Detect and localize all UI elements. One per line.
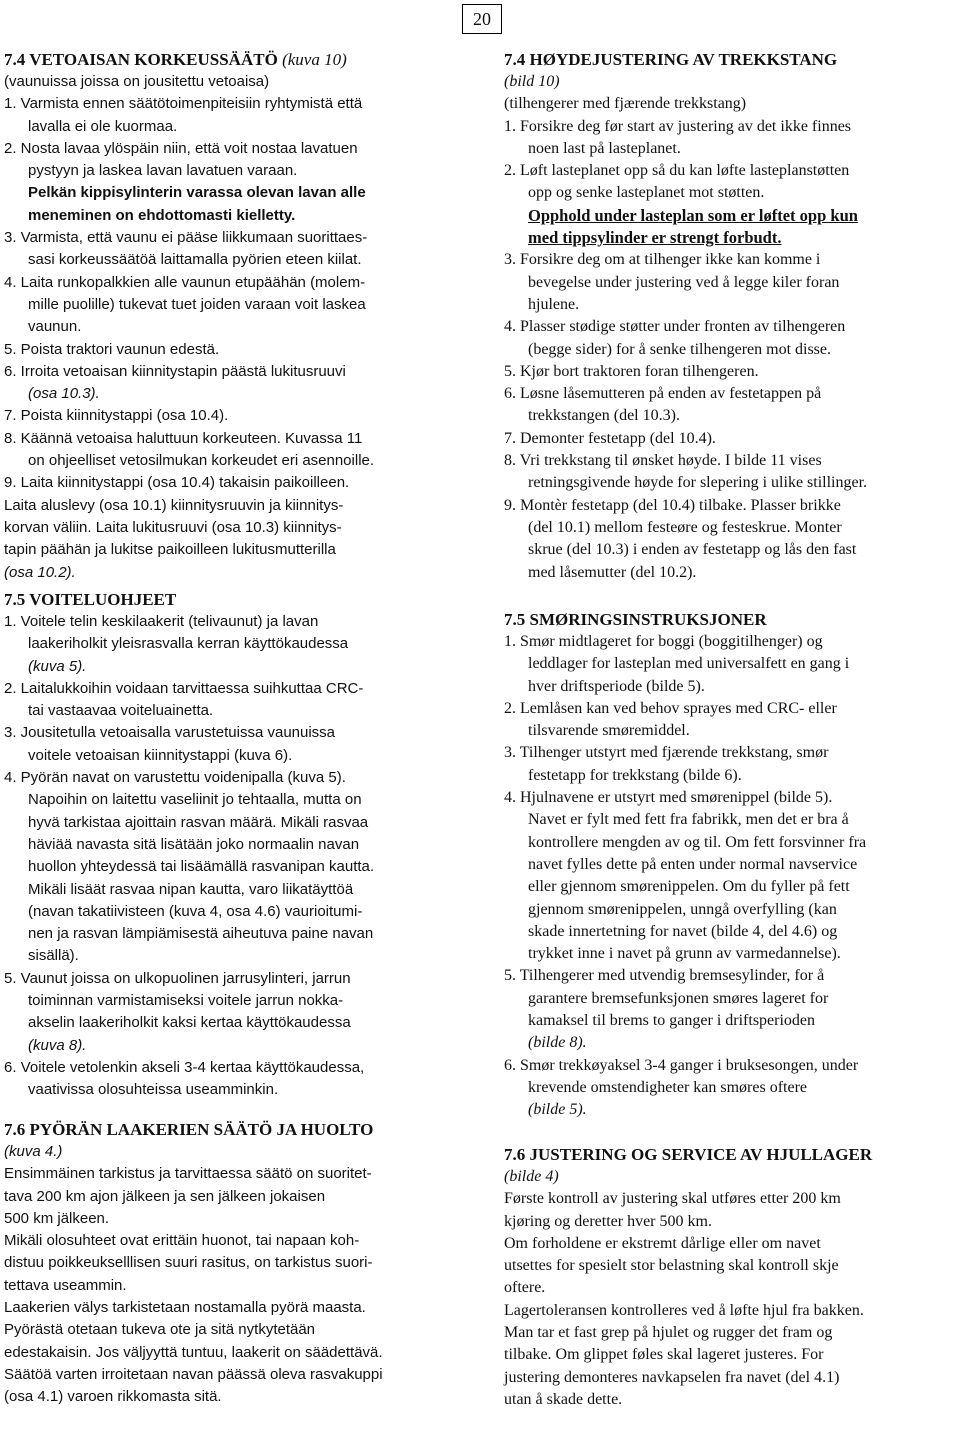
text-line: kamaksel til brems to ganger i driftsperioden [528, 1012, 816, 1030]
text-line: festetapp for trekkstang (bilde 6). [528, 766, 742, 784]
list-item: 9. Montèr festetapp (del 10.4) tilbake. Plasser brikke [504, 496, 841, 514]
text-line: med låsemutter (del 10.2). [528, 563, 697, 581]
section-heading: 7.6 JUSTERING OG SERVICE AV HJULLAGER [504, 1145, 873, 1164]
text-line: vaunun. [28, 318, 82, 336]
text-line: tilbake. Om glippet føles skal lageret justeres. For [504, 1346, 824, 1364]
text-line: sisällä). [28, 947, 79, 965]
warning-text: med tippsylinder er strengt forbudt. [528, 228, 782, 248]
list-item: 4. Hjulnavene er utstyrt med smørenippel (bilde 5). [504, 789, 833, 807]
norwegian-column [504, 49, 958, 1411]
section-heading: 7.4 HØYDEJUSTERING AV TREKKSTANG [504, 50, 838, 69]
text-line: skrue (del 10.3) i enden av festetapp og lås den fast [528, 541, 857, 559]
heading-ref: (kuva 10) [282, 50, 347, 69]
text-line: retningsgivende høyde for slepering i ulike stillinger. [528, 474, 868, 492]
section-heading: 7.5 SMØRINGSINSTRUKSJONER [504, 610, 767, 629]
text-line: (osa 10.3). [28, 385, 100, 403]
section-heading [4, 49, 464, 71]
text-line: utsettes for spesielt stor belastning skal kontroll skje [504, 1257, 839, 1275]
text-line: tai vastaavaa voiteluainetta. [28, 702, 214, 720]
list-item: 7. Demonter festetapp (del 10.4). [504, 429, 716, 447]
text-line: (del 10.1) mellom festeøre og festeskrue. Monter [528, 518, 842, 536]
section-heading: 7.6 PYÖRÄN LAAKERIEN SÄÄTÖ JA HUOLTO [4, 1120, 374, 1139]
list-item: 8. Käännä vetoaisa haluttuun korkeuteen. Kuvassa 11 [4, 429, 363, 447]
list-item: 6. Voitele vetolenkin akseli 3-4 kertaa käyttökaudessa, [4, 1058, 365, 1076]
text-line: Säätöä varten irroitetaan navan päässä oleva rasvakuppi [4, 1365, 383, 1383]
text-line: tava 200 km ajon jälkeen ja sen jälkeen jokaisen [4, 1187, 326, 1205]
list-item: 3. Varmista, että vaunu ei pääse liikkumaan suorittaes- [4, 229, 368, 247]
list-item: 7. Poista kiinnitystappi (osa 10.4). [4, 407, 229, 425]
list-item: 2. Løft lasteplanet opp så du kan løfte lasteplanstøtten [504, 162, 850, 180]
page-number: 20 [462, 4, 502, 34]
text-line: Navet er fylt med fett fra fabrikk, men det er bra å [528, 811, 849, 829]
text-line: Lagertoleransen kontrolleres ved å løfte hjul fra bakken. [504, 1301, 864, 1319]
text-line: Pyörästä otetaan tukeva ote ja sitä nytkytetään [4, 1321, 316, 1339]
list-item: 9. Laita kiinnitystappi (osa 10.4) takaisin paikoilleen. [4, 474, 350, 492]
text-line: (osa 4.1) varoen rikkomasta sitä. [4, 1388, 222, 1406]
text-line: voitele vetoaisan kiinnitystappi (kuva 6). [28, 746, 293, 764]
list-item: 5. Vaunut joissa on ulkopuolinen jarrusylinteri, jarrun [4, 969, 351, 987]
list-item: 2. Laitalukkoihin voidaan tarvittaessa suihkuttaa CRC- [4, 679, 364, 697]
heading-text: 7.4 VETOAISAN KORKEUSSÄÄTÖ [4, 50, 278, 69]
text-line: trekkstangen (del 10.3). [528, 407, 680, 425]
text-line: huollon yhteydessä tai lisäämällä rasvanipan kautta. [28, 858, 375, 876]
text-line: (kuva 8). [28, 1036, 87, 1054]
section-7-6-no [504, 1144, 958, 1411]
text-line: (bild 10) [504, 73, 560, 90]
section-heading: 7.5 VOITELUOHJEET [4, 590, 177, 609]
text-line: (kuva 5). [28, 657, 87, 675]
text-line: lavalla ei ole kuormaa. [28, 117, 178, 135]
text-line: tettava useammin. [4, 1276, 127, 1294]
text-line: garantere bremsefunksjonen smøres lageret for [528, 989, 829, 1007]
list-item: 4. Plasser stødige støtter under fronten av tilhengeren [504, 318, 846, 336]
text-line: (osa 10.2). [4, 563, 76, 581]
text-line: eller gjennom smørenippelen. Om du fyller på fett [528, 878, 850, 896]
text-line: kontrollere mengden av og til. Om fett forsvinner fra [528, 833, 867, 851]
text-line: Første kontroll av justering skal utføres etter 200 km [504, 1190, 841, 1208]
text-line: Ensimmäinen tarkistus ja tarvittaessa säätö on suoritet- [4, 1165, 372, 1183]
list-item: 4. Pyörän navat on varustettu voidenipalla (kuva 5). [4, 769, 346, 787]
text-line: gjennom smørenippelen, unngå overfylling (kan [528, 900, 837, 918]
text-line: krevende omstendigheter kan smøres oftere [528, 1078, 808, 1096]
text-line: edestakaisin. Jos väljyyttä tuntuu, laakerit on säädettävä. [4, 1343, 383, 1361]
text-line: pystyyn ja laskea lavan lavatuen varaan. [28, 162, 298, 180]
list-item: 3. Tilhenger utstyrt med fjærende trekkstang, smør [504, 744, 829, 762]
text-line: nen ja rasvan lämpiämisestä aiheutuva paine navan [28, 925, 374, 943]
text-line: Laakerien välys tarkistetaan nostamalla pyörä maasta. [4, 1299, 366, 1317]
text-line: leddlager for lasteplan med universalfett en gang i [528, 655, 850, 673]
list-item: 2. Lemlåsen kan ved behov sprayes med CRC- eller [504, 699, 837, 717]
list-item: 6. Løsne låsemutteren på enden av festetappen på [504, 385, 822, 403]
text-line: (bilde 4) [504, 1168, 559, 1185]
list-item: 1. Smør midtlageret for boggi (boggitilhenger) og [504, 633, 823, 650]
text-line: Napoihin on laitettu vaseliinit jo tehtaalla, mutta on [28, 791, 362, 809]
list-item: 1. Varmista ennen säätötoimenpiteisiin ryhtymistä että [4, 95, 363, 113]
text-line: tapin päähän ja lukitse paikoilleen lukitusmutterilla [4, 541, 336, 559]
text-line: (vaunuissa joissa on jousitettu vetoaisa) [4, 73, 270, 90]
text-line: (kuva 4.) [4, 1143, 63, 1160]
text-line: 500 km jälkeen. [4, 1209, 110, 1227]
section-7-4-no [504, 49, 958, 609]
text-line: Laita aluslevy (osa 10.1) kiinnitysruuvin ja kiinnitys- [4, 496, 344, 514]
text-line: (begge sider) for å senke tilhengeren mot disse. [528, 340, 832, 358]
section-7-4-fi [4, 49, 464, 589]
list-item: 5. Poista traktori vaunun edestä. [4, 340, 220, 358]
text-line: bevegelse under justering ved å legge kiler foran [528, 273, 840, 291]
text-line: navet fylles dette på enten under normal navservice [528, 855, 858, 873]
list-item: 5. Kjør bort traktoren foran tilhengeren. [504, 362, 759, 380]
text-line: utan å skade dette. [504, 1390, 623, 1408]
text-line: (bilde 5). [528, 1101, 587, 1119]
text-line: distuu poikkeukselllisen suuri rasitus, on tarkistus suori- [4, 1254, 373, 1272]
section-7-6-fi [4, 1119, 464, 1409]
list-item: 5. Tilhengerer med utvendig bremsesylinder, for å [504, 967, 825, 985]
text-line: laakeriholkit yleisrasvalla kerran käyttökaudessa [28, 635, 349, 653]
text-line: Om forholdene er ekstremt dårlige eller om navet [504, 1234, 821, 1252]
text-line: mille puolille) tukevat tuet joiden varaan voit laskea [28, 295, 366, 313]
text-line: (bilde 8). [528, 1034, 587, 1052]
list-item: 1. Forsikre deg før start av justering av det ikke finnes [504, 117, 852, 135]
warning-text: Pelkän kippisylinterin varassa olevan lavan alle [28, 184, 366, 202]
text-line: kjøring og deretter hver 500 km. [504, 1212, 712, 1230]
text-line: hyvä tarkistaa ajoittain rasvan määrä. Mikäli rasvaa [28, 813, 369, 831]
text-line: skade innertetning for navet (bilde 4, del 4.6) og [528, 922, 838, 940]
text-line: Mikäli lisäät rasvaa nipan kautta, varo liikatäyttöä [28, 880, 354, 898]
text-line: oftere. [504, 1279, 546, 1297]
text-line: hjulene. [528, 295, 580, 313]
list-item: 4. Laita runkopalkkien alle vaunun etupäähän (molem- [4, 273, 366, 291]
list-item: 8. Vri trekkstang til ønsket høyde. I bilde 11 vises [504, 452, 822, 470]
text-line: Mikäli olosuhteet ovat erittäin huonot, tai napaan koh- [4, 1232, 360, 1250]
text-line: toiminnan varmistamiseksi voitele jarrun nokka- [28, 992, 344, 1010]
list-item: 6. Irroita vetoaisan kiinnitystapin päästä lukitusruuvi [4, 362, 346, 380]
text-line: (navan takatiivisteen (kuva 4, osa 4.6) vaurioitumi- [28, 902, 363, 920]
text-line: (tilhengerer med fjærende trekkstang) [504, 95, 747, 113]
warning-text: Opphold under lasteplan som er løftet opp kun [528, 205, 858, 225]
finnish-column [4, 49, 464, 1409]
warning-text: meneminen on ehdottomasti kielletty. [28, 206, 296, 224]
list-item: 6. Smør trekkøyaksel 3-4 ganger i bruksesongen, under [504, 1056, 859, 1074]
text-line: tilsvarende smøremiddel. [528, 722, 690, 740]
text-line: akselin laakeriholkit kaksi kertaa käyttökaudessa [28, 1014, 351, 1032]
text-line: hver driftsperiode (bilde 5). [528, 677, 705, 695]
list-item: 3. Forsikre deg om at tilhenger ikke kan komme i [504, 251, 821, 269]
text-line: häviää navasta sitä lisätään joko normaalin navan [28, 835, 360, 853]
list-item: 1. Voitele telin keskilaakerit (telivaunut) ja lavan [4, 613, 319, 630]
text-line: opp og senke lasteplanet mot støtten. [528, 184, 765, 202]
text-line: on ohjeelliset vetosilmukan korkeudet eri asennoille. [28, 452, 375, 470]
list-item: 2. Nosta lavaa ylöspäin niin, että voit nostaa lavatuen [4, 139, 358, 157]
text-line: trykket inne i navet på grunn av varmedannelse). [528, 945, 841, 963]
text-line: Man tar et fast grep på hjulet og rugger det fram og [504, 1324, 833, 1342]
list-item: 3. Jousitetulla vetoaisalla varustetuissa vaunuissa [4, 724, 336, 742]
text-line: sasi korkeussäätöä laittamalla pyörien eteen kiilat. [28, 251, 362, 269]
section-7-5-fi [4, 589, 464, 1119]
section-7-5-no [504, 609, 958, 1144]
text-line: noen last på lasteplanet. [528, 139, 681, 157]
text-line: korvan väliin. Laita lukitusruuvi (osa 10.3) kiinnitys- [4, 518, 342, 536]
text-line: vaativissa olosuhteissa useamminkin. [28, 1081, 279, 1099]
text-line: justering demonteres navkapselen fra navet (del 4.1) [504, 1368, 840, 1386]
